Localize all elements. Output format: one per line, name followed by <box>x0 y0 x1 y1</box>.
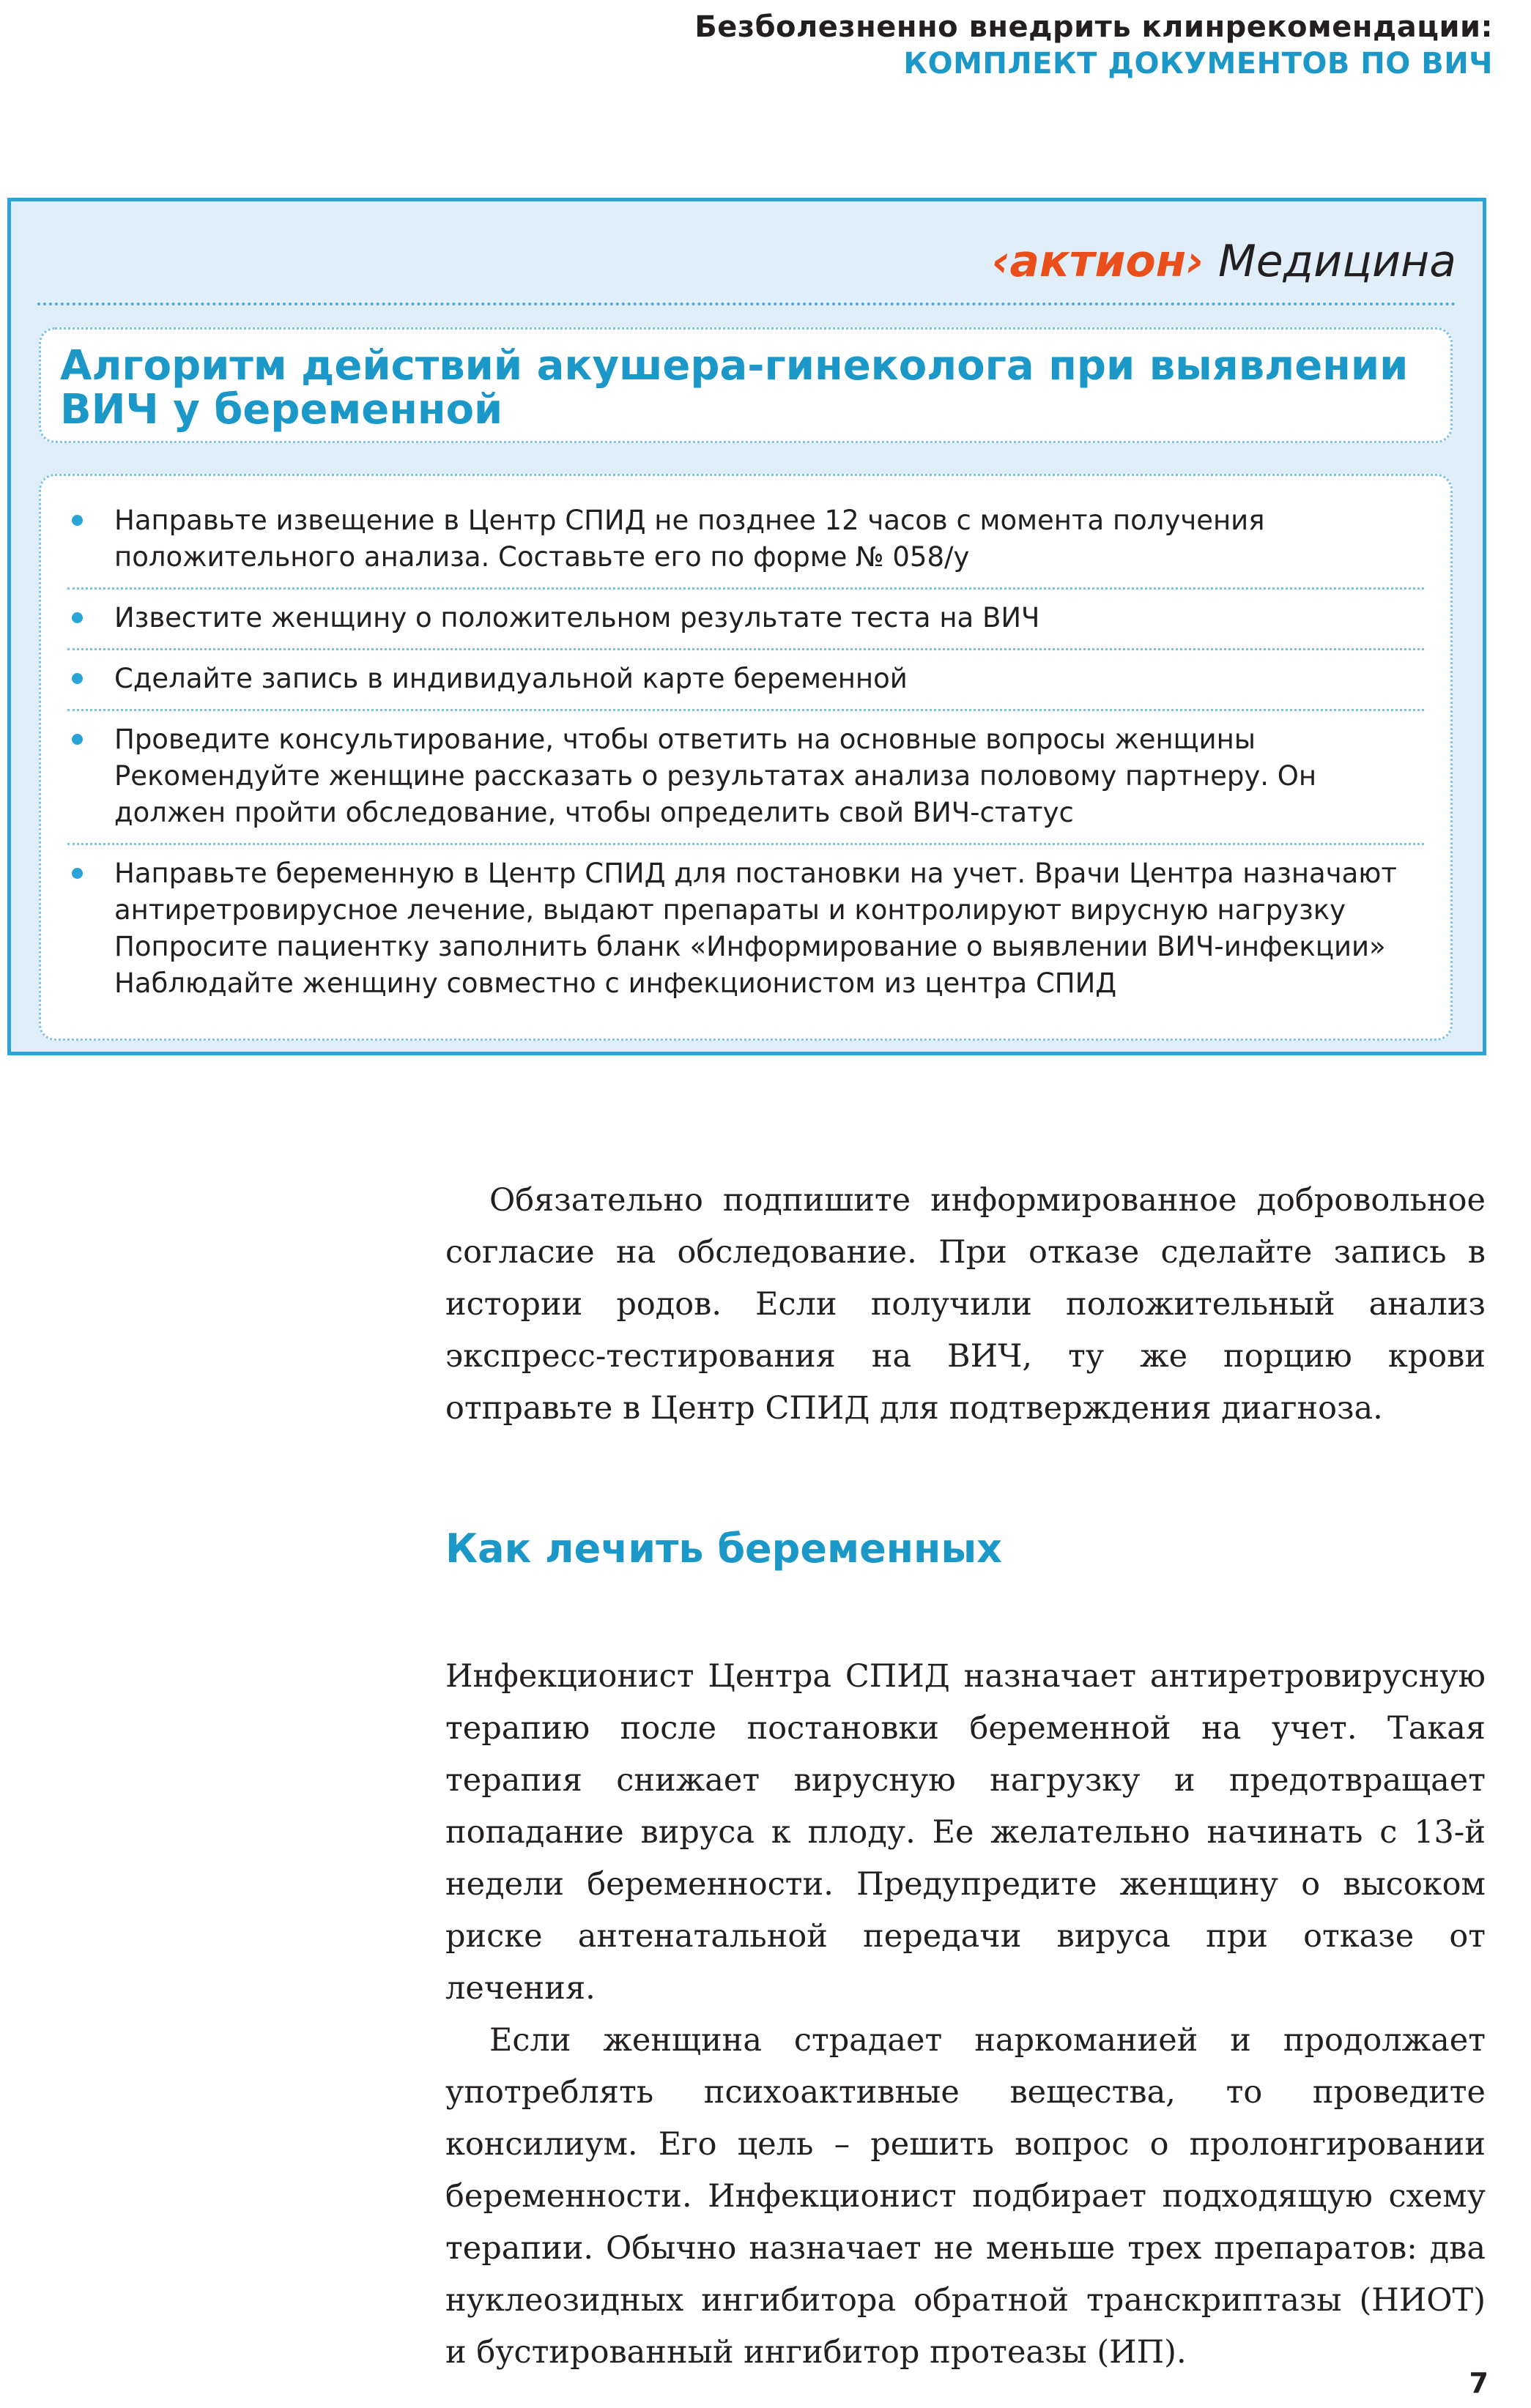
box-title-card <box>39 327 1453 443</box>
brand-mark: ‹актион› <box>991 236 1204 287</box>
section-paragraph-1: Инфекционист Центра СПИД назначает антиретровирусную терапию после постановки беременной на учет. Такая терапия снижает вирусную нагрузку и предотвращает попадание вируса к плоду. Ее желательно начинать с 13-й недели беременности. Предупредите женщину о высоком риске антенатальной передачи вируса при отказе от лечения. <box>445 1658 1486 2007</box>
intro-text-block <box>445 1175 1486 1435</box>
bullet-icon <box>72 515 83 526</box>
dotted-divider <box>37 302 1456 305</box>
list-item <box>67 492 1424 590</box>
list-item-text: Проведите консультирование, чтобы ответить на основные вопросы женщины Рекомендуйте женщине рассказать о результатах анализа половому партнеру. Он должен пройти обследование, чтобы определить свой ВИЧ-статус <box>114 724 1317 828</box>
brand-logo <box>991 236 1456 287</box>
brand-text: Медицина <box>1218 236 1456 287</box>
bullet-icon <box>72 868 83 879</box>
list-item-text: Направьте извещение в Центр СПИД не позднее 12 часов с момента получения положительного анализа. Составьте его по форме № 058/у <box>114 505 1265 573</box>
algorithm-info-box <box>7 198 1486 1055</box>
algorithm-list <box>67 492 1424 1014</box>
algorithm-list-card <box>39 474 1453 1041</box>
bullet-icon <box>72 673 83 684</box>
section-text-block <box>445 1651 1486 2379</box>
page-number: 7 <box>1469 2367 1489 2399</box>
running-header-title: Безболезненно внедрить клинрекомендации: <box>694 10 1493 44</box>
box-title: Алгоритм действий акушера-гинеколога при выявлении ВИЧ у беременной <box>60 342 1409 434</box>
list-item <box>67 845 1424 1014</box>
running-header-subtitle: КОМПЛЕКТ ДОКУМЕНТОВ ПО ВИЧ <box>903 47 1493 81</box>
list-item <box>67 711 1424 845</box>
list-item-text: Известите женщину о положительном результате теста на ВИЧ <box>114 602 1040 633</box>
list-item-text: Направьте беременную в Центр СПИД для постановки на учет. Врачи Центра назначают антиретровирусное лечение, выдают препараты и контролируют вирусную нагрузку Попросите пациентку заполнить бланк «Информирование о выявлении ВИЧ-инфекции» Наблюдайте женщину совместно с инфекционистом из центра СПИД <box>114 858 1397 999</box>
bullet-icon <box>72 612 83 623</box>
list-item <box>67 590 1424 650</box>
section-heading: Как лечить беременных <box>445 1526 1003 1572</box>
intro-paragraph: Обязательно подпишите информированное добровольное согласие на обследование. При отказе сделайте запись в истории родов. Если получили положительный анализ экспресс-тестирования на ВИЧ, ту же порцию крови отправьте в Центр СПИД для подтверждения диагноза. <box>445 1182 1486 1427</box>
list-item-text: Сделайте запись в индивидуальной карте беременной <box>114 663 908 694</box>
bullet-icon <box>72 734 83 745</box>
section-paragraph-2: Если женщина страдает наркоманией и продолжает употреблять психоактивные вещества, то проведите консилиум. Его цель – решить вопрос о пролонгировании беременности. Инфекционист подбирает подходящую схему терапии. Обычно назначает не меньше трех препаратов: два нуклеозидных ингибитора обратной транскриптазы (НИОТ) и бустированный ингибитор протеазы (ИП). <box>445 2022 1486 2371</box>
running-header <box>694 9 1493 82</box>
list-item <box>67 650 1424 711</box>
